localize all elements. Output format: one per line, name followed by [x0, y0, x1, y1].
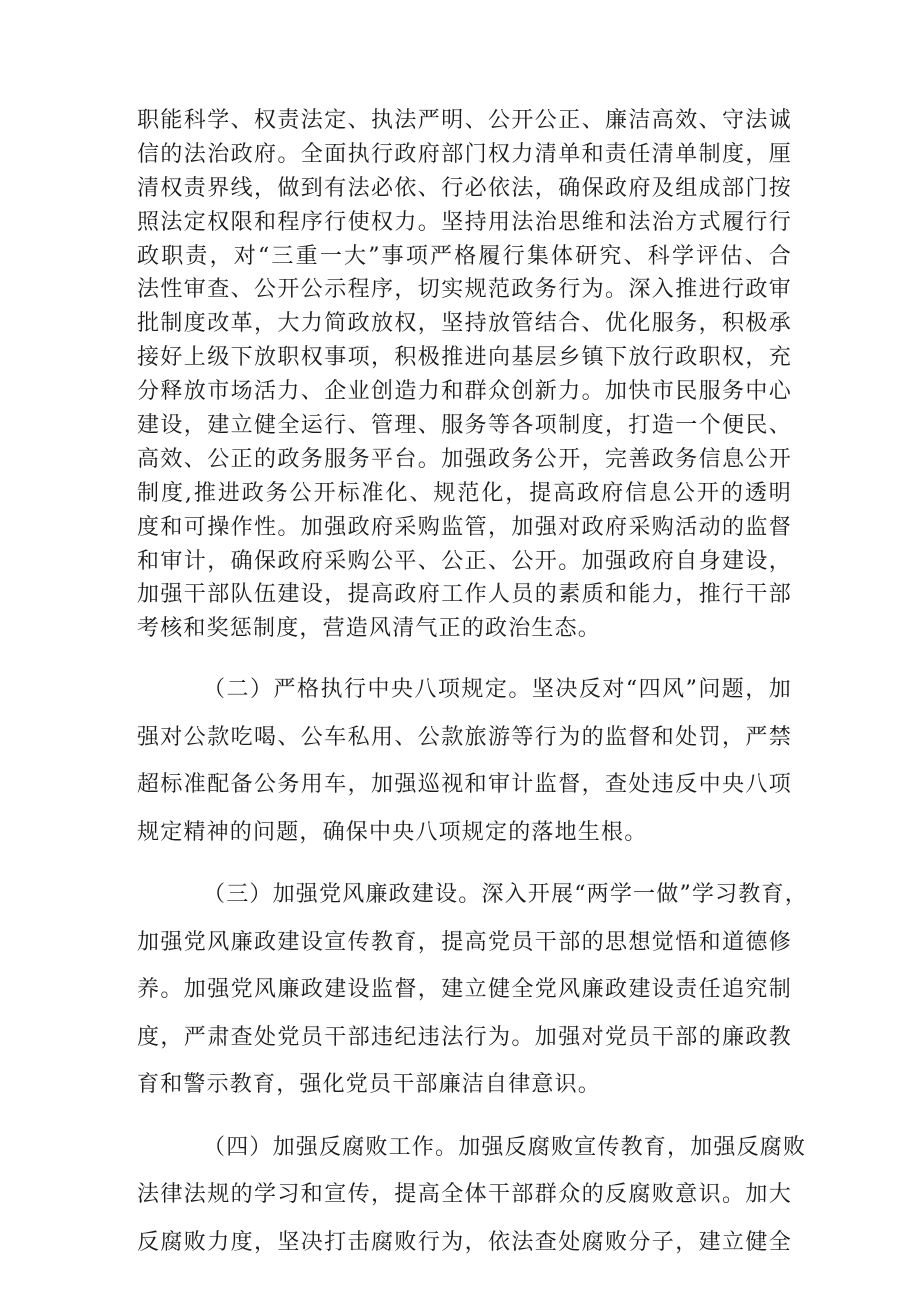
- section-eight-point-rules: [137, 666, 792, 856]
- text-line: 考核和奖惩制度，营造风清气正的政治生态。: [137, 616, 602, 642]
- text-line: 加强干部队伍建设，提高政府工作人员的素质和能力，推行干部: [137, 582, 792, 608]
- text-line: 法性审查、公开公示程序，切实规范政务行为。深入推进行政审: [137, 277, 792, 303]
- text-line: 法律法规的学习和宣传，提高全体干部群众的反腐败意识。加大: [137, 1182, 792, 1208]
- text-line: 超标准配备公务用车，加强巡视和审计监督，查处违反中央八项: [137, 772, 792, 798]
- text-line: 清权责界线，做到有法必依、行必依法，确保政府及组成部门按: [137, 175, 792, 201]
- text-line: 建设，建立健全运行、管理、服务等各项制度，打造一个便民、: [137, 413, 792, 439]
- text-line: 照法定权限和程序行使权力。坚持用法治思维和法治方式履行行: [137, 209, 792, 235]
- section-party-integrity: [137, 871, 808, 1109]
- document-page: [137, 104, 808, 1266]
- section-heading-line: （三）加强党风廉政建设。深入开展“两学一做”学习教育，: [203, 882, 808, 908]
- text-line: 育和警示教育，强化党员干部廉洁自律意识。: [137, 1072, 602, 1098]
- text-line: 高效、公正的政务服务平台。加强政务公开，完善政务信息公开: [137, 446, 792, 472]
- text-line: 度，严肃查处党员干部违纪违法行为。加强对党员干部的廉政教: [137, 1024, 792, 1050]
- text-line: 强对公款吃喝、公车私用、公款旅游等行为的监督和处罚，严禁: [137, 724, 792, 750]
- text-line: 政职责，对“三重一大”事项严格履行集体研究、科学评估、合: [137, 243, 792, 269]
- text-line: 批制度改革，大力简政放权，坚持放管结合、优化服务，积极承: [137, 311, 792, 337]
- text-line: 分释放市场活力、企业创造力和群众创新力。加快市民服务中心: [137, 379, 792, 405]
- text-line: 职能科学、权责法定、执法严明、公开公正、廉洁高效、守法诚: [137, 108, 792, 133]
- section-anti-corruption: [137, 1124, 807, 1267]
- text-line: 反腐败力度，坚决打击腐败行为，依法查处腐败分子，建立健全: [137, 1229, 792, 1255]
- text-line: 信的法治政府。全面执行政府部门权力清单和责任清单制度，厘: [137, 141, 792, 167]
- text-line: 度和可操作性。加强政府采购监管，加强对政府采购活动的监督: [137, 514, 792, 540]
- section-heading-line: （四）加强反腐败工作。加强反腐败宣传教育，加强反腐败: [203, 1134, 807, 1160]
- text-line: 规定精神的问题，确保中央八项规定的落地生根。: [137, 819, 648, 845]
- text-line: 加强党风廉政建设宣传教育，提高党员干部的思想觉悟和道德修: [137, 929, 792, 955]
- text-line: 养。加强党风廉政建设监督，建立健全党风廉政建设责任追究制: [137, 977, 792, 1003]
- section-heading-line: （二）严格执行中央八项规定。坚决反对“四风”问题，加: [203, 677, 792, 703]
- text-line: 和审计，确保政府采购公平、公正、公开。加强政府自身建设，: [137, 548, 792, 574]
- text-line: 制度,推进政务公开标准化、规范化，提高政府信息公开的透明: [137, 480, 792, 506]
- text-line: 接好上级下放职权事项，积极推进向基层乡镇下放行政职权，充: [137, 345, 792, 371]
- paragraph-law-based-government: [137, 104, 792, 646]
